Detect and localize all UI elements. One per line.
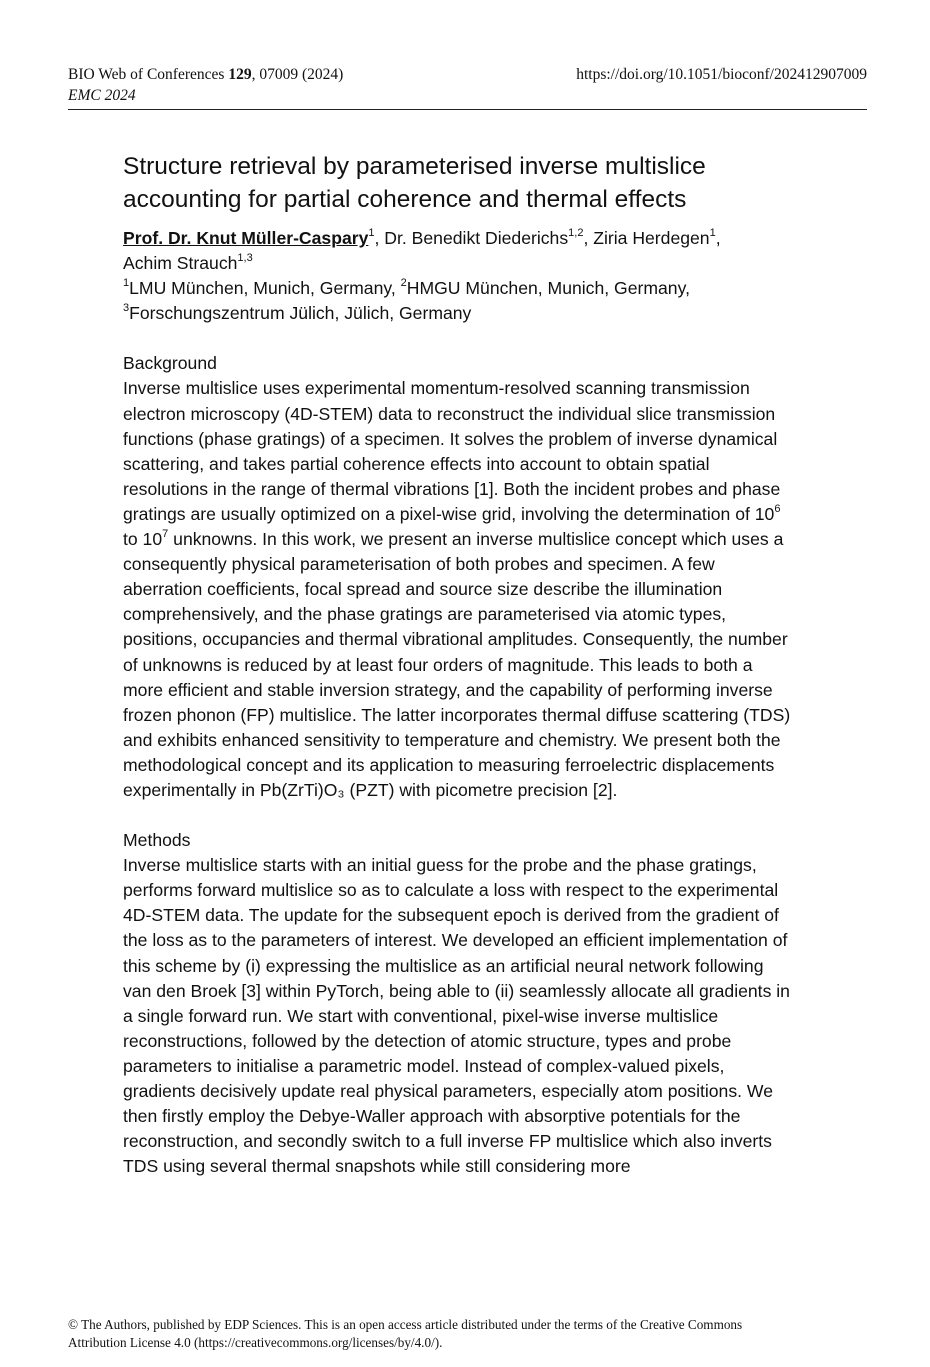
methods-paragraph: Inverse multislice starts with an initial guess for the probe and the phase gratings, performs forward multislice so as to calculate a loss with respect to the experimental 4D-STEM data. The update for the subsequent epoch is derived from the gradient of the loss as to the parameters of interest. We developed an efficient implementation of this scheme by (i) expressing the multislice as an artificial neural network following van den Broek [3] within PyTorch, being able to (ii) seamlessly allocate all gradients in a single forward run. We start with conventional, pixel-wise inverse multislice reconstructions, followed by the detection of atomic structure, types and probe parameters to initialise a parametric model. Instead of complex-valued pixels, gradients decisively update real physical parameters, especially atom positions. We then firstly employ the Debye-Waller approach with absorptive potentials for the reconstruction, and secondly switch to a full inverse FP multislice which also inverts TDS using several thermal snapshots while still considering more xyxy=(123,855,790,1177)
author-affiliation-mark: 1,2 xyxy=(568,227,584,240)
background-paragraph xyxy=(123,376,795,803)
journal-name: BIO Web of Conferences xyxy=(68,66,229,83)
section-heading-background: Background xyxy=(123,353,217,374)
author-list xyxy=(123,226,795,276)
author-separator: , xyxy=(583,228,594,248)
background-text-part: unknowns. In this work, we present an inverse multislice concept which uses a consequently physical parameterisation of both probes and specimen. A few aberration coefficients, focal spread and source size describe the illumination comprehensively, and the phase gratings are parameterised via atomic types, positions, occupancies and thermal vibrational amplitudes. Consequently, the number of unknowns is reduced by at least four orders of magnitude. This leads to both a more efficient and stable inversion strategy, and the capability of performing inverse frozen phonon (FP) multislice. The latter incorporates thermal diffuse scattering (TDS) and exhibits enhanced sensitivity to temperature and chemistry. We present both the methodological concept and its application to measuring ferroelectric displacements experimentally in Pb(ZrTi)O₃ (PZT) with picometre precision [2]. xyxy=(123,529,791,800)
exponent: 6 xyxy=(774,503,781,516)
exponent: 7 xyxy=(162,528,169,541)
author-name: Ziria Herdegen xyxy=(593,228,710,248)
affiliation-number: 1 xyxy=(123,277,130,290)
affiliation-number: 3 xyxy=(123,302,130,315)
header-divider xyxy=(68,109,867,110)
journal-volume: 129 xyxy=(228,66,252,83)
doi-link[interactable]: https://doi.org/10.1051/bioconf/202412907009 xyxy=(576,66,867,83)
license-line: Attribution License 4.0 (https://creativecommons.org/licenses/by/4.0/). xyxy=(68,1335,443,1350)
section-heading-methods: Methods xyxy=(123,830,191,851)
background-text-part: to 10 xyxy=(123,529,163,550)
author-affiliation-mark: 1 xyxy=(368,227,375,240)
author-separator: , xyxy=(715,228,721,248)
author-name: Achim Strauch xyxy=(123,253,238,274)
author-name: Dr. Benedikt Diederichs xyxy=(384,228,569,248)
abstract-body xyxy=(123,150,795,1179)
affiliation-text: Forschungszentrum Jülich, Jülich, Germany xyxy=(129,303,472,324)
affiliation-number: 2 xyxy=(400,277,407,290)
affiliation-text: HMGU München, Munich, Germany, xyxy=(406,278,690,299)
affiliation-text: LMU München, Munich, Germany, xyxy=(129,278,401,299)
author-name: Prof. Dr. Knut Müller-Caspary xyxy=(123,228,369,248)
affiliation-list xyxy=(123,276,795,326)
license-line: © The Authors, published by EDP Sciences. This is an open access article distributed under the terms of the Creative Commons xyxy=(68,1317,743,1332)
license-footer xyxy=(68,1316,868,1352)
author-separator: , xyxy=(374,228,385,248)
paper-title: Structure retrieval by parameterised inverse multislice accounting for partial coherence and thermal effects xyxy=(123,153,706,213)
author-affiliation-mark: 1,3 xyxy=(237,252,253,265)
background-text-part: Inverse multislice uses experimental momentum-resolved scanning transmission electron microscopy (4D-STEM) data to reconstruct the individual slice transmission functions (phase gratings) of a specimen. It solves the problem of inverse dynamical scattering, and takes partial coherence effects into account to obtain spatial resolutions in the range of thermal vibrations [1]. Both the incident probes and phase gratings are usually optimized on a pixel-wise grid, involving the determination of 10 xyxy=(123,378,781,524)
conference-name: EMC 2024 xyxy=(68,87,136,104)
article-info: , 07009 (2024) xyxy=(251,66,344,83)
author-affiliation-mark: 1 xyxy=(709,227,716,240)
journal-citation xyxy=(68,64,343,85)
page-header xyxy=(68,64,867,106)
